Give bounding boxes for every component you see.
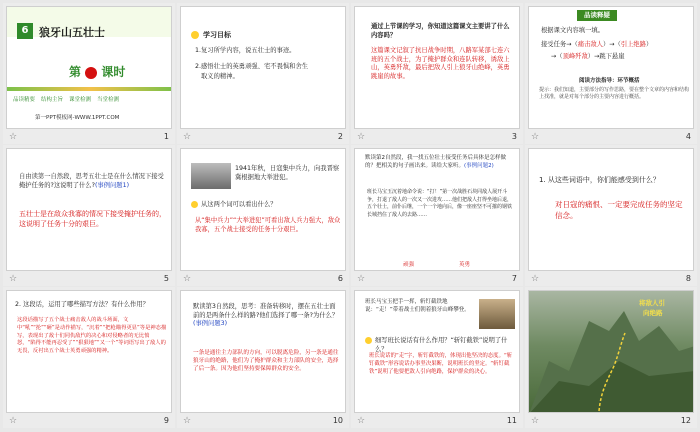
- slide-4: [528, 6, 694, 129]
- keyword-1: 顽强: [403, 262, 415, 268]
- thumb-bar: [351, 413, 523, 428]
- lesson-badge: 6: [17, 23, 33, 39]
- war-photo: [191, 163, 231, 189]
- period-prefix: 第: [69, 65, 82, 79]
- slide-thumb-3[interactable]: [351, 3, 523, 144]
- section-tab: 品读释疑: [577, 10, 617, 21]
- slide-6: [180, 148, 346, 271]
- slide-thumb-7[interactable]: [351, 145, 523, 286]
- slide-number: 6: [337, 274, 343, 283]
- thumb-bar: [3, 413, 175, 428]
- fill-answer: 引上绝路: [620, 41, 647, 48]
- slide-9: [6, 290, 172, 413]
- scene-image: [479, 299, 515, 329]
- answer-text: 从“集中兵力”“大举进犯”可看出敌人兵力强大，敌众我寡，五个战士接受的任务十分艰巨。: [195, 217, 341, 233]
- slide-thumb-2[interactable]: [177, 3, 349, 144]
- slide-thumb-12[interactable]: [525, 287, 697, 428]
- star-icon[interactable]: ☆: [9, 273, 18, 284]
- slide-12: [528, 290, 694, 413]
- fill-text: ）→（: [602, 41, 621, 48]
- question-body: 默读第2自然段，我一找五位壮士接受任务后具体是怎样做的？把相关的句子画出来。读给大家听。: [365, 155, 507, 169]
- question-text: 从这两个词可以看出什么？: [201, 201, 277, 208]
- slide-number: 10: [332, 416, 343, 425]
- question-tag: (事例问题2): [464, 162, 494, 169]
- mountain-photo: [529, 291, 694, 413]
- slide-11: [354, 290, 520, 413]
- question-text: 2. 这段话，运用了哪些描写方法？有什么作用？: [15, 301, 149, 308]
- star-icon[interactable]: ☆: [357, 415, 366, 426]
- thumb-bar: [3, 271, 175, 286]
- quote-part: 1941年秋，日寇集中兵力: [235, 165, 308, 172]
- method-heading: 阅读方法指导：环节概括: [579, 78, 640, 84]
- thumb-bar: [525, 413, 697, 428]
- question-text: 通过上节课的学习，你知道这篇课文主要讲了什么内容吗？: [371, 23, 510, 39]
- thumb-bar: [351, 129, 523, 144]
- slide-number: 4: [685, 132, 691, 141]
- answer-text: 五壮士是在敌众我寡的情况下接受掩护任务的，这说明了任务十分的艰巨。: [19, 210, 166, 228]
- slide-thumb-8[interactable]: [525, 145, 697, 286]
- tag-item: 当堂检测: [97, 97, 120, 103]
- star-icon[interactable]: ☆: [357, 131, 366, 142]
- tag-item: 结构主旨: [41, 97, 64, 103]
- thumb-bar: [3, 129, 175, 144]
- question-text: [193, 303, 339, 329]
- answer-text: 对日寇的痛恨、一定要完成任务的坚定信念。: [555, 200, 683, 220]
- bulb-icon: [191, 31, 199, 39]
- question-text: [365, 155, 515, 170]
- fill-line-2: [551, 53, 625, 62]
- objectives-heading: 学习目标: [203, 31, 231, 39]
- star-icon[interactable]: ☆: [183, 131, 192, 142]
- lesson-title: 狼牙山五壮士: [39, 26, 105, 39]
- star-icon[interactable]: ☆: [531, 131, 540, 142]
- slide-thumb-5[interactable]: [3, 145, 175, 286]
- thumb-bar: [177, 129, 349, 144]
- star-icon[interactable]: ☆: [9, 415, 18, 426]
- passage-text: 班长马宝玉把手一挥，斩钉截铁地说：“走！”带着战士们朝着狼牙山峰攀登。: [365, 299, 470, 313]
- star-icon[interactable]: ☆: [531, 415, 540, 426]
- slide-thumb-6[interactable]: [177, 145, 349, 286]
- method-body: 提示：我们知道，主要部分的写作思路，要在整个文章的内容和结构上找准，就是对每个部分的主要内容进行概括。: [539, 87, 690, 100]
- objective-line: 1.复习所学内容，说五壮士的事迹。: [195, 47, 296, 54]
- question-text: 细写班长说话有什么作用？“斩钉截铁”说明了什么？: [375, 337, 508, 353]
- quote-text: [235, 165, 341, 182]
- slide-thumb-4[interactable]: [525, 3, 697, 144]
- slide-thumb-10[interactable]: [177, 287, 349, 428]
- objective-line: 取义的精神。: [201, 73, 239, 80]
- quote-part: ，向我晋察冀根据地大举进犯。: [235, 165, 340, 181]
- fill-answer: 痛击敌人: [577, 41, 603, 48]
- tag-item: 品读精要: [13, 97, 36, 103]
- slide-5: [6, 148, 172, 271]
- fill-text: ）→跳下悬崖: [587, 53, 625, 60]
- fill-line-1: [541, 41, 691, 50]
- answer-text: 一条是通往主力部队的方向，可以脱离危险，另一条是通往狼牙山的绝路，他们为了掩护群众和主力部队的安全，选择了后一条。因为他们坚持要保障群众的安全。: [193, 350, 339, 372]
- thumb-bar: [177, 413, 349, 428]
- thumb-bar: [351, 271, 523, 286]
- keyword-2: 英勇: [459, 262, 471, 268]
- question-text: [19, 173, 167, 190]
- period-mark-icon: [85, 67, 97, 79]
- slide-7: [354, 148, 520, 271]
- slide-number: 8: [685, 274, 691, 283]
- answer-text: 这段话描写了五个战士痛击敌人的战斗场面，文中“吼”“抡”“砸”是动作描写，“沉着”“把枪瞄得更显”等是神态描写，表现出了敌十们同仇敌忾的决心和对侵略者的无比愤怒，“陷得不能再忍受了”“狠狠地”“又一个”等词语写出了敌人的无畏，反衬出五个战士英勇顽强的精神。: [17, 317, 167, 355]
- answer-text: 这篇课文记叙了抗日战争时期，八路军某部七连六班的五个战士，为了掩护群众和连队转移，诱敌上山，英勇歼敌，最后把敌人引上狼牙山绝峰，英勇跳崖的故事。: [371, 47, 510, 80]
- question-tag: (事例问题3): [193, 320, 228, 328]
- slide-number: 3: [511, 132, 517, 141]
- slide-thumb-9[interactable]: [3, 287, 175, 428]
- map-label: 将敌人引: [639, 299, 665, 307]
- question-tag: (事例问题1): [94, 181, 130, 189]
- bulb-icon: [191, 201, 198, 208]
- tag-row: [13, 95, 119, 103]
- fill-text: →（: [551, 53, 563, 60]
- footer-text: 第一PPT模板网-WWW.1PPT.COM: [35, 115, 120, 121]
- slide-number: 12: [680, 416, 691, 425]
- star-icon[interactable]: ☆: [183, 273, 192, 284]
- slide-number: 11: [506, 416, 517, 425]
- lesson-period: [69, 63, 125, 80]
- thumb-bar: [525, 271, 697, 286]
- fill-text: 接受任务→（: [541, 41, 578, 48]
- slide-number: 5: [163, 274, 169, 283]
- star-icon[interactable]: ☆: [357, 273, 366, 284]
- star-icon[interactable]: ☆: [183, 415, 192, 426]
- passage-text: 班长马宝玉沉着地命令说：“打！”第一次战胜石块同敌人展开斗争，打退了敌人的一次又一次进攻……他们把敌人打得坐地后退，五个壮士，前仆后继，一个一个地向后，像一座座坚不可摧的钢铁长城挡住了敌人的去路……: [367, 189, 513, 218]
- question-body: 默读第3自然段，思考：准备转移时，摆在五壮士面前的是两条什么样的路?他们选择了哪一条?为什么？: [193, 303, 339, 319]
- objective-line: 2.感悟壮士的英勇顽强、宅不畏惧和舍生: [195, 63, 309, 70]
- slide-number: 9: [163, 416, 169, 425]
- slide-thumb-11[interactable]: [351, 287, 523, 428]
- instruction-text: 根据课文内容填一填。: [541, 27, 604, 34]
- slide-10: [180, 290, 346, 413]
- slide-number: 7: [511, 274, 517, 283]
- fill-text: ）: [646, 41, 653, 48]
- slide-8: [528, 148, 694, 271]
- fill-answer: 顶峰歼敌: [562, 53, 588, 60]
- question-body: 自由读第一自然段，思考五壮士是在什么情况下接受掩护任务的?这说明了什么?: [19, 173, 164, 189]
- star-icon[interactable]: ☆: [9, 131, 18, 142]
- answer-text: 班长说话的“走”字，斩钉截铁的，体现出他坚决的态度。“斩钉截铁”形容说话办事坚决果断，说明班长的坚定。“斩钉截铁”说明了他要把敌人引向绝路，保护群众的决心。: [369, 353, 513, 375]
- slide-1: [6, 6, 172, 129]
- question-text: 1. 从这些词语中，你们能感受到什么？: [539, 176, 660, 184]
- slide-2: [180, 6, 346, 129]
- slide-thumb-1[interactable]: [3, 3, 175, 144]
- slide-number: 1: [163, 132, 169, 141]
- thumb-bar: [525, 129, 697, 144]
- period-suffix: 课时: [101, 65, 126, 79]
- tag-item: 课堂检测: [69, 97, 92, 103]
- bulb-icon: [365, 337, 372, 344]
- slide-number: 2: [337, 132, 343, 141]
- slide-3: [354, 6, 520, 129]
- thumb-bar: [177, 271, 349, 286]
- star-icon[interactable]: ☆: [531, 273, 540, 284]
- map-label: 向绝路: [643, 309, 663, 317]
- color-strip: [7, 87, 172, 91]
